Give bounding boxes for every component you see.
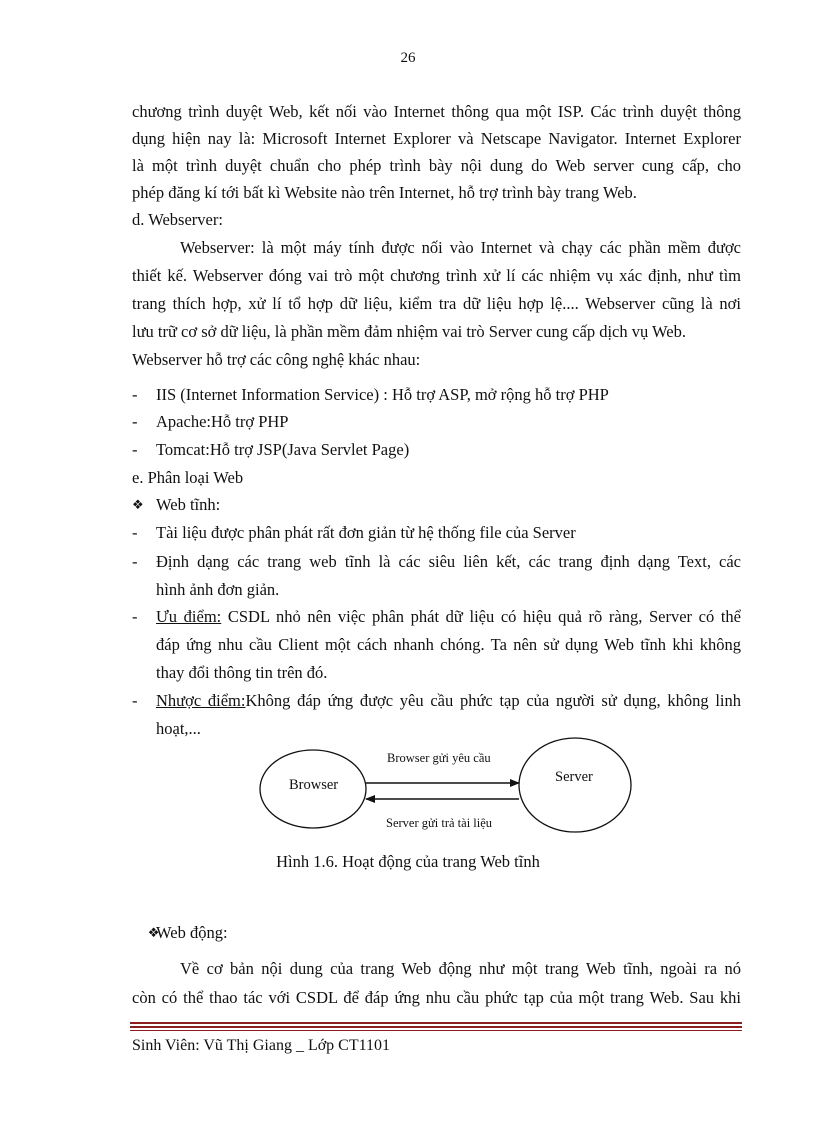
advantage-label: Ưu điểm: bbox=[156, 607, 222, 626]
body-text-line: chương trình duyệt Web, kết nối vào Internet thông qua một ISP. Các trình duyệt thông bbox=[132, 102, 741, 121]
footer-rule bbox=[130, 1022, 742, 1024]
list-item: Định dạng các trang web tĩnh là các siêu liên kết, các trang định dạng Text, các bbox=[156, 552, 741, 571]
list-item: Tài liệu được phân phát rất đơn giản từ hệ thống file của Server bbox=[156, 523, 576, 542]
body-text-line: còn có thể thao tác với CSDL để đáp ứng nhu cầu phức tạp của một trang Web. Sau khi bbox=[132, 988, 741, 1007]
body-text-line: trang thích hợp, xử lí tổ hợp dữ liệu, kiểm tra dữ liệu hợp lệ.... Webserver cũng là nơi bbox=[132, 294, 741, 313]
advantage-line bbox=[156, 603, 741, 630]
page-number: 26 bbox=[400, 50, 416, 66]
dash-bullet: - bbox=[132, 412, 138, 431]
disadvantage-text: Không đáp ứng được yêu cầu phức tạp của người sử dụng, không linh bbox=[245, 691, 741, 710]
footer-author: Sinh Viên: Vũ Thị Giang _ Lớp CT1101 bbox=[132, 1037, 391, 1054]
dash-bullet: - bbox=[132, 607, 138, 626]
body-text-line: Webserver: là một máy tính được nối vào Internet và chạy các phần mềm được bbox=[180, 238, 741, 257]
body-text-line: phép đăng kí tới bất kì Website nào trên Internet, hỗ trợ trình bày trang Web. bbox=[132, 183, 637, 202]
advantage-line: đáp ứng nhu cầu Client một cách nhanh chóng. Ta nên sử dụng Web tĩnh khi không bbox=[156, 635, 741, 654]
response-label: Server gửi trả tài liệu bbox=[386, 816, 493, 830]
section-heading-classification: e. Phân loại Web bbox=[132, 468, 244, 487]
browser-label: Browser bbox=[289, 777, 339, 793]
list-item: Tomcat:Hỗ trợ JSP(Java Servlet Page) bbox=[156, 440, 410, 459]
dash-bullet: - bbox=[132, 691, 138, 710]
body-text-line: Về cơ bản nội dung của trang Web động như một trang Web tĩnh, ngoài ra nó bbox=[180, 959, 741, 978]
dash-bullet: - bbox=[132, 552, 138, 571]
subheading-static-web: Web tĩnh: bbox=[156, 495, 221, 514]
dash-bullet: - bbox=[132, 385, 138, 404]
disadvantage-label: Nhược điểm: bbox=[156, 691, 246, 710]
body-text-line: dụng hiện nay là: Microsoft Internet Explorer và Netscape Navigator. Internet Explorer bbox=[132, 129, 741, 148]
body-text-line: thiết kế. Webserver đóng vai trò một chương trình xử lí các nhiệm vụ xác định, như tìm bbox=[132, 266, 741, 285]
body-text-line: lưu trữ cơ sở dữ liệu, là phần mềm đảm nhiệm vai trò Server cung cấp dịch vụ Web. bbox=[132, 322, 687, 341]
dash-bullet: - bbox=[132, 440, 138, 459]
section-heading-webserver: d. Webserver: bbox=[132, 210, 223, 229]
diamond-bullet-icon: ❖ bbox=[147, 925, 160, 940]
figure-caption: Hình 1.6. Hoạt động của trang Web tĩnh bbox=[276, 852, 540, 871]
dash-bullet: - bbox=[132, 523, 138, 542]
footer-rule bbox=[130, 1030, 742, 1031]
diamond-bullet-icon: ❖ bbox=[132, 497, 144, 512]
server-label: Server bbox=[555, 769, 593, 785]
body-text-line: Webserver hỗ trợ các công nghệ khác nhau: bbox=[132, 350, 421, 369]
request-label: Browser gửi yêu cầu bbox=[387, 751, 491, 765]
list-item-continuation: hình ảnh đơn giản. bbox=[156, 580, 280, 599]
subheading-dynamic-web: Web động: bbox=[156, 923, 228, 942]
disadvantage-line: hoạt,... bbox=[156, 719, 201, 738]
list-item: IIS (Internet Information Service) : Hỗ trợ ASP, mở rộng hỗ trợ PHP bbox=[156, 385, 609, 404]
body-text-line: là một trình duyệt chuẩn cho phép trình bày nội dung do Web server cung cấp, cho bbox=[132, 156, 741, 175]
advantage-text: CSDL nhỏ nên việc phân phát dữ liệu có hiệu quả rõ ràng, Server có thể bbox=[221, 607, 741, 626]
footer-rule bbox=[130, 1026, 742, 1028]
list-item: Apache:Hỗ trợ PHP bbox=[156, 412, 289, 431]
disadvantage-line bbox=[156, 687, 741, 714]
advantage-line: thay đổi thông tin trên đó. bbox=[156, 663, 328, 682]
